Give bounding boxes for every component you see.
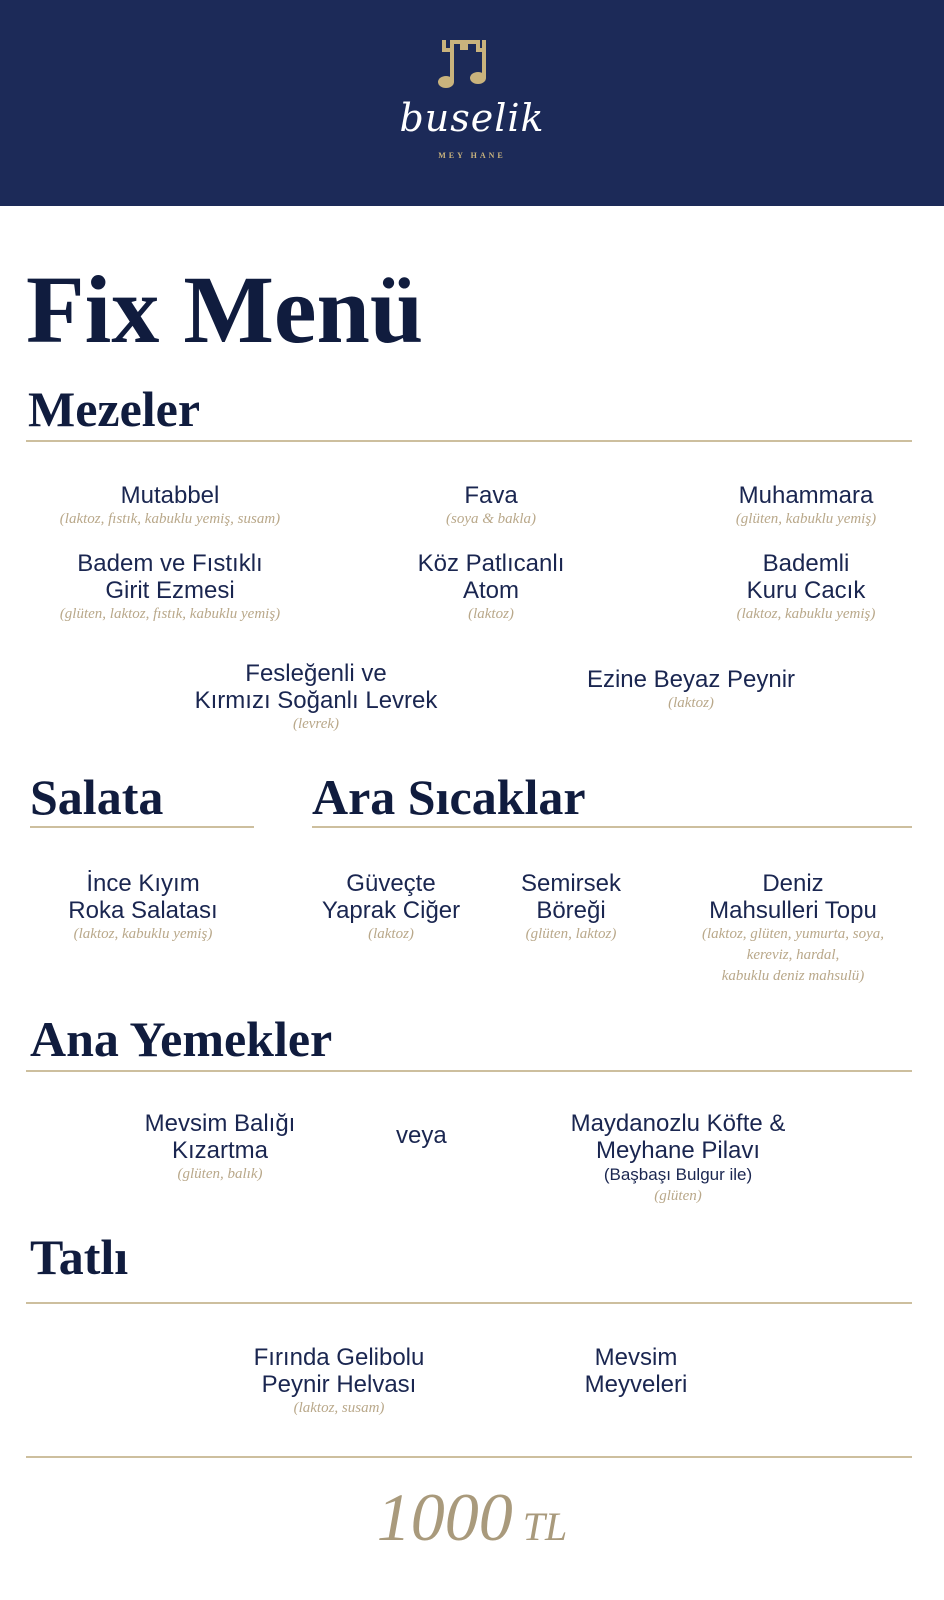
item-allergen: (glüten, laktoz) bbox=[525, 926, 617, 942]
item-name-line2: Girit Ezmesi bbox=[105, 577, 235, 604]
item-allergen: (laktoz) bbox=[468, 606, 514, 622]
brand-subtitle: MEY HANE bbox=[438, 151, 506, 160]
menu-item-mevsim-baligi bbox=[100, 1110, 340, 1185]
item-name: Fava bbox=[464, 482, 518, 509]
item-name-line1: Bademli bbox=[762, 550, 850, 577]
item-allergen-line3: kabuklu deniz mahsulü) bbox=[721, 968, 865, 984]
menu-item-roka-salatasi bbox=[30, 870, 256, 945]
menu-title: Fix Menü bbox=[26, 256, 424, 363]
menu-item-girit-ezmesi bbox=[10, 550, 330, 625]
item-name-line1: Badem ve Fıstıklı bbox=[77, 550, 263, 577]
item-allergen: (levrek) bbox=[292, 716, 340, 732]
item-name-line1: Mevsim Balığı bbox=[144, 1110, 296, 1137]
item-name-line2: Kırmızı Soğanlı Levrek bbox=[194, 687, 438, 714]
item-allergen-line2: kereviz, hardal, bbox=[746, 947, 840, 963]
price-currency: TL bbox=[522, 1504, 568, 1549]
section-title-ara-sicaklar: Ara Sıcaklar bbox=[312, 769, 586, 825]
item-name-line2: Meyhane Pilavı bbox=[595, 1137, 761, 1164]
section-title-salata: Salata bbox=[30, 769, 164, 825]
item-name-line1: İnce Kıyım bbox=[86, 870, 200, 897]
menu-item-mutabbel bbox=[20, 482, 320, 530]
menu-item-ezine-peynir bbox=[556, 666, 826, 714]
item-name-line2: Meyveleri bbox=[584, 1371, 688, 1398]
price-amount: 1000 bbox=[376, 1479, 513, 1555]
section-title-ana-yemekler: Ana Yemekler bbox=[30, 1011, 333, 1067]
item-name-line1: Maydanozlu Köfte & bbox=[570, 1110, 786, 1137]
menu-item-fava bbox=[366, 482, 616, 530]
section-title-mezeler: Mezeler bbox=[28, 381, 201, 437]
item-allergen: (laktoz, susam) bbox=[293, 1400, 385, 1416]
menu-item-peynir-helvasi bbox=[218, 1344, 460, 1419]
item-allergen: (laktoz, fıstık, kabuklu yemiş, susam) bbox=[59, 511, 281, 527]
price-divider bbox=[26, 1456, 912, 1458]
section-divider bbox=[26, 440, 912, 442]
item-name-line1: Deniz bbox=[762, 870, 824, 897]
section-title-tatli: Tatlı bbox=[30, 1229, 129, 1285]
castle-music-notes-icon bbox=[434, 36, 494, 94]
item-name-line1: Köz Patlıcanlı bbox=[417, 550, 565, 577]
item-name-line2: Kızartma bbox=[171, 1137, 269, 1164]
section-divider bbox=[312, 826, 912, 828]
item-allergen: (glüten, laktoz, fıstık, kabuklu yemiş) bbox=[59, 606, 281, 622]
section-divider bbox=[26, 1302, 912, 1304]
item-note: (Başbaşı Bulgur ile) bbox=[603, 1165, 753, 1184]
menu-item-semirsek-boregi bbox=[496, 870, 646, 945]
item-name-line1: Fırında Gelibolu bbox=[253, 1344, 425, 1371]
item-allergen: (laktoz, kabuklu yemiş) bbox=[73, 926, 213, 942]
item-name-line2: Mahsulleri Topu bbox=[709, 897, 877, 924]
section-divider bbox=[26, 1070, 912, 1072]
menu-item-levrek bbox=[166, 660, 466, 735]
item-allergen: (glüten) bbox=[654, 1188, 702, 1204]
item-name: Muhammara bbox=[738, 482, 874, 509]
menu-item-maydanozlu-kofte bbox=[536, 1110, 820, 1207]
item-name-line1: Semirsek bbox=[520, 870, 622, 897]
item-name-line2: Yaprak Ciğer bbox=[321, 897, 461, 924]
item-name-line2: Peynir Helvası bbox=[261, 1371, 417, 1398]
or-label: veya bbox=[396, 1122, 447, 1149]
menu-price bbox=[0, 1478, 944, 1557]
item-name-line2: Kuru Cacık bbox=[746, 577, 866, 604]
item-allergen: (laktoz, kabuklu yemiş) bbox=[736, 606, 876, 622]
brand-name: buselik bbox=[399, 96, 545, 140]
section-divider bbox=[30, 826, 254, 828]
item-allergen-line1: (laktoz, glüten, yumurta, soya, bbox=[701, 926, 885, 942]
item-allergen: (laktoz) bbox=[368, 926, 414, 942]
menu-item-mevsim-meyveleri bbox=[556, 1344, 716, 1398]
menu-item-muhammara bbox=[686, 482, 926, 530]
menu-item-kuru-cacik bbox=[696, 550, 916, 625]
menu-item-deniz-mahsulleri-topu bbox=[668, 870, 918, 987]
item-allergen: (glüten, balık) bbox=[177, 1166, 263, 1182]
item-allergen: (laktoz) bbox=[668, 695, 714, 711]
item-name: Mutabbel bbox=[120, 482, 220, 509]
menu-item-atom bbox=[366, 550, 616, 625]
header-banner bbox=[0, 0, 944, 206]
item-name-line2: Böreği bbox=[536, 897, 606, 924]
item-name: Ezine Beyaz Peynir bbox=[586, 666, 796, 693]
item-name-line2: Roka Salatası bbox=[68, 897, 218, 924]
item-name-line1: Güveçte bbox=[346, 870, 436, 897]
item-name-line1: Mevsim bbox=[594, 1344, 678, 1371]
item-allergen: (glüten, kabuklu yemiş) bbox=[735, 511, 877, 527]
item-allergen: (soya & bakla) bbox=[446, 511, 536, 527]
item-name-line2: Atom bbox=[462, 577, 519, 604]
item-name-line1: Fesleğenli ve bbox=[245, 660, 387, 687]
menu-item-yaprak-ciger bbox=[296, 870, 486, 945]
